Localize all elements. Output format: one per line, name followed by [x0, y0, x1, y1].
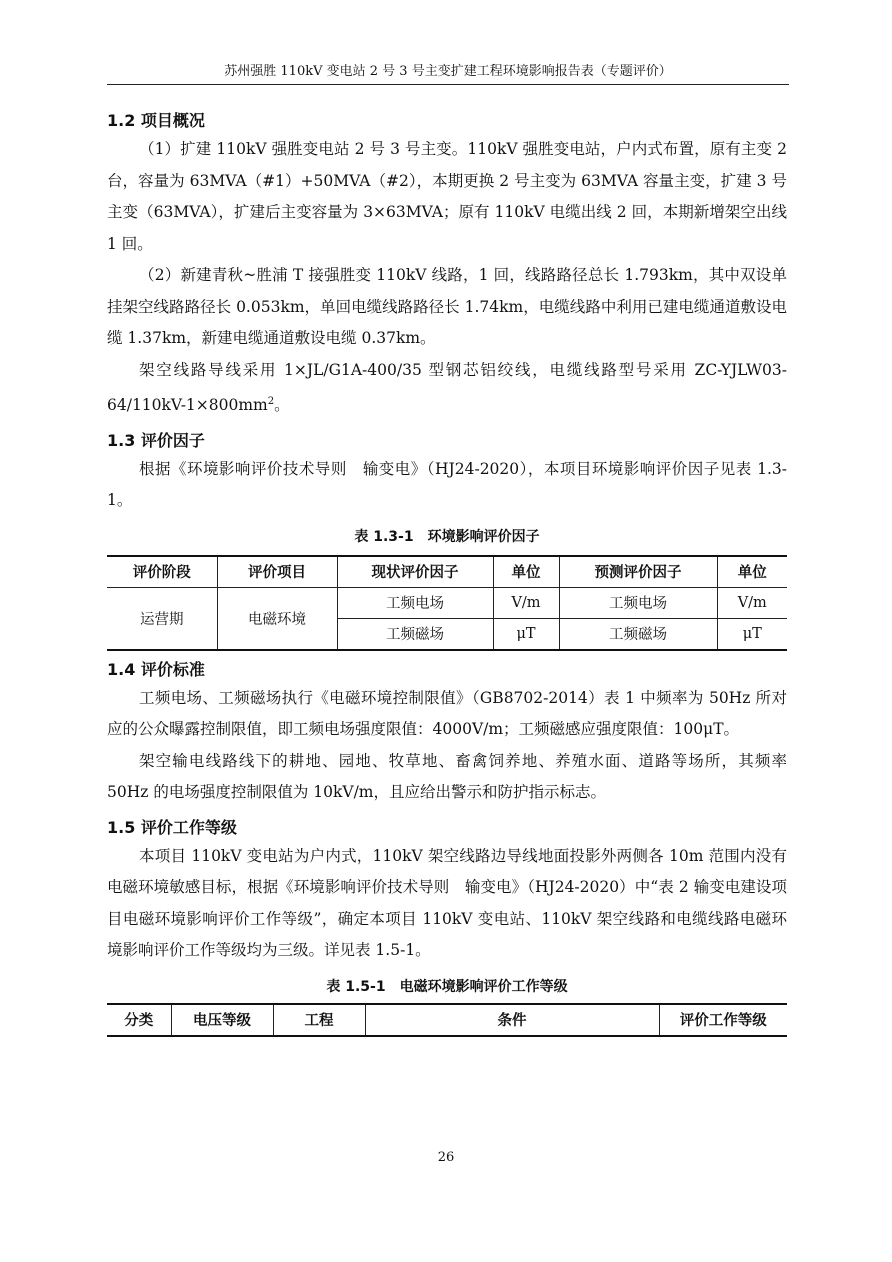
running-header: 苏州强胜 110kV 变电站 2 号 3 号主变扩建工程环境影响报告表（专题评价）: [107, 62, 789, 85]
current-unit-cell: V/m: [493, 587, 559, 618]
superscript-2: 2: [267, 396, 275, 407]
current-factor-cell: 工频电场: [337, 587, 493, 618]
predicted-unit-cell: μT: [717, 618, 787, 650]
page-content: [107, 108, 787, 1037]
table-header-row: [107, 1004, 787, 1036]
header-cell: 单位: [717, 556, 787, 588]
section-1-2-para-2: （2）新建青秋~胜浦 T 接强胜变 110kV 线路，1 回，线路路径总长 1.793km，其中双设单挂架空线路路径长 0.053km，单回电缆线路路径长 1.74km，电缆线路中利用已建电缆通道敷设电缆 1.37km，新建电缆通道敷设电缆 0.37km。: [107, 266, 787, 347]
table-1-3-1: [107, 555, 787, 651]
section-1-4-para-1: 工频电场、工频磁场执行《电磁环境控制限值》（GB8702-2014）表 1 中频率为 50Hz 所对应的公众曝露控制限值，即工频电场强度限值：4000V/m；工频磁感应强度限值：100μT。: [107, 688, 787, 739]
table-row: [107, 587, 787, 618]
header-cell: 评价工作等级: [659, 1004, 787, 1036]
header-cell: 评价项目: [217, 556, 337, 588]
stage-cell: 运营期: [107, 587, 217, 650]
current-factor-cell: 工频磁场: [337, 618, 493, 650]
section-1-2-para-1: （1）扩建 110kV 强胜变电站 2 号 3 号主变。110kV 强胜变电站，户内式布置，原有主变 2 台，容量为 63MVA（#1）+50MVA（#2），本期更换 2 号主变为 63MVA 容量主变，扩建 3 号主变（63MVA），扩建后主变容量为 3×63MVA；原有 110kV 电缆出线 2 回，本期新增架空出线 1 回。: [107, 140, 787, 253]
page-number: 26: [437, 1150, 455, 1165]
header-cell: 条件: [365, 1004, 659, 1036]
table-header-row: [107, 556, 787, 588]
section-1-4-title: 1.4 评价标准: [107, 659, 205, 679]
table-1-5-1-caption: 表 1.5-1 电磁环境影响评价工作等级: [326, 978, 568, 995]
header-cell: 预测评价因子: [559, 556, 717, 588]
header-cell: 工程: [273, 1004, 365, 1036]
header-cell: 评价阶段: [107, 556, 217, 588]
section-1-5-title: 1.5 评价工作等级: [107, 817, 237, 837]
table-1-5-1: [107, 1003, 787, 1037]
para-3-main: 架空线路导线采用 1×JL/G1A-400/35 型钢芯铝绞线，电缆线路型号采用 ZC-YJLW03-64/110kV-1×800mm: [107, 360, 787, 415]
table-1-3-1-caption: 表 1.3-1 环境影响评价因子: [354, 528, 540, 545]
header-cell: 电压等级: [171, 1004, 273, 1036]
section-1-2-para-3: [107, 355, 787, 422]
current-unit-cell: μT: [493, 618, 559, 650]
header-cell: 现状评价因子: [337, 556, 493, 588]
predicted-factor-cell: 工频电场: [559, 587, 717, 618]
section-1-3-para-1: 根据《环境影响评价技术导则 输变电》（HJ24-2020），本项目环境影响评价因子见表 1.3-1。: [107, 459, 787, 510]
header-cell: 单位: [493, 556, 559, 588]
section-1-4-para-2: 架空输电线路线下的耕地、园地、牧草地、畜禽饲养地、养殖水面、道路等场所，其频率 50Hz 的电场强度控制限值为 10kV/m，且应给出警示和防护指示标志。: [107, 751, 787, 802]
section-1-5-para-1: 本项目 110kV 变电站为户内式，110kV 架空线路边导线地面投影外两侧各 10m 范围内没有电磁环境敏感目标，根据《环境影响评价技术导则 输变电》（HJ24-2020）中“表 2 输变电建设项目电磁环境影响评价工作等级”，确定本项目 110kV 变电站、110kV 架空线路和电缆线路电磁环境影响评价工作等级均为三级。详见表 1.5-1。: [107, 846, 787, 960]
header-cell: 分类: [107, 1004, 171, 1036]
predicted-factor-cell: 工频磁场: [559, 618, 717, 650]
para-3-end: 。: [274, 396, 290, 415]
section-1-3-title: 1.3 评价因子: [107, 430, 205, 450]
predicted-unit-cell: V/m: [717, 587, 787, 618]
section-1-2-title: 1.2 项目概况: [107, 111, 205, 130]
item-cell: 电磁环境: [217, 587, 337, 650]
